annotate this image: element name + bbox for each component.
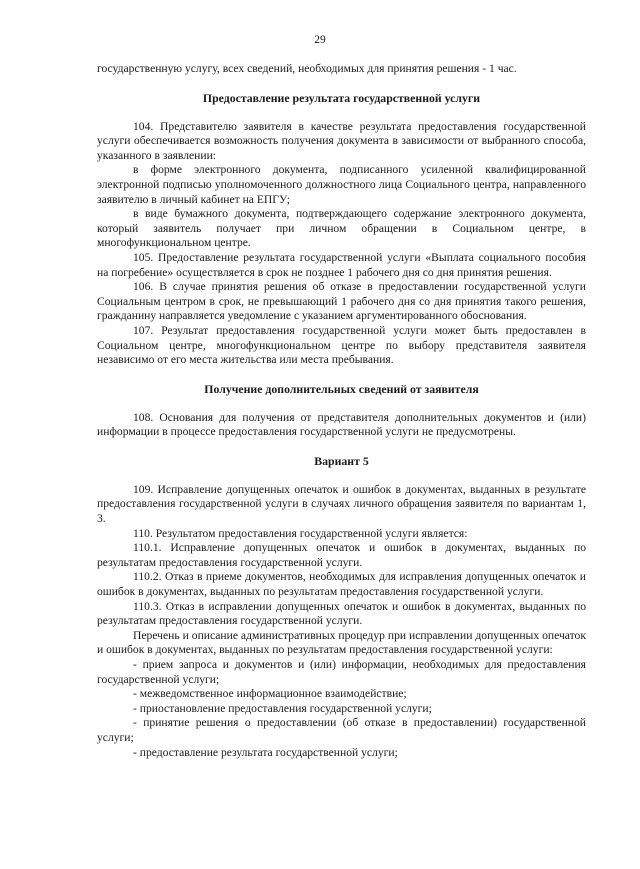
paragraph-104: 104. Представителю заявителя в качестве результата предоставления государственной услуги обеспечивается возможность получения документа в зависимости от выбранного способа, указанного в заявлении: — [97, 119, 586, 162]
intro-line: государственную услугу, всех сведений, необходимых для принятия решения - 1 час. — [97, 62, 517, 75]
page-content — [97, 62, 586, 760]
paragraph-106: 106. В случае принятия решения об отказе в предоставлении государственной услуги Социальным центром в срок, не превышающий 1 рабочего дня со дня принятия такого решения, гражданину направляется уведомление с указанием аргументированного обоснования. — [97, 280, 586, 323]
section-result — [97, 120, 586, 368]
list-item-interagency: - межведомственное информационное взаимодействие; — [133, 687, 407, 701]
paragraph-107: 107. Результат предоставления государственной услуги может быть предоставлен в Социальном центре, многофункциональном центре по выбору представителя заявителя независимо от его места жительства или места пребывания. — [97, 323, 586, 367]
paragraph-104-paper: в виде бумажного документа, подтверждающего содержание электронного документа, который заявитель получает при личном обращении в Социальном центре, в многофункциональном центре. — [97, 207, 586, 250]
paragraph-105: 105. Предоставление результата государственной услуги «Выплата социального пособия на погребение» осуществляется в срок не позднее 1 рабочего дня со дня принятия решения. — [97, 250, 586, 279]
list-item-decision: - принятие решения о предоставлении (об отказе в предоставлении) государственной услуги; — [97, 716, 586, 744]
paragraph-110: 110. Результатом предоставления государственной услуги является: — [133, 526, 468, 540]
list-item-result: - предоставление результата государственной услуги; — [133, 745, 398, 759]
paragraph-110-1: 110.1. Исправление допущенных опечаток и ошибок в документах, выданных по результатам предоставления государственной услуги. — [97, 541, 586, 569]
paragraph-110-3: 110.3. Отказ в исправлении допущенных опечаток и ошибок в документах, выданных по результатам предоставления государственной услуги. — [97, 599, 586, 628]
section-heading-variant-5: Вариант 5 — [314, 453, 369, 468]
paragraph-110-2: 110.2. Отказ в приеме документов, необходимых для исправления допущенных опечаток и ошибок в документах, выданных по результатам предоставления государственной услуги. — [97, 570, 586, 599]
paragraph-104-electronic: в форме электронного документа, подписанного усиленной квалифицированной электронной подписью уполномоченного должностного лица Социального центра, направленного заявителю в личный кабинет на ЕПГУ; — [97, 163, 586, 206]
section-heading-result: Предоставление результата государственной услуги — [202, 90, 481, 105]
section-variant-5 — [97, 483, 586, 760]
paragraph-procedures-list: Перечень и описание административных процедур при исправлении допущенных опечаток и ошибок в документах, выданных по результатам предоставления государственной услуги: — [97, 628, 586, 657]
paragraph-108: 108. Основания для получения от представителя дополнительных документов и (или) информации в процессе предоставления государственной услуги не предусмотрены. — [97, 410, 586, 439]
list-item-suspension: - приостановление предоставления государственной услуги; — [133, 701, 432, 715]
section-additional-info — [97, 411, 586, 440]
section-heading-additional-info: Получение дополнительных сведений от заявителя — [204, 381, 479, 396]
paragraph-109: 109. Исправление допущенных опечаток и ошибок в документах, выданных в результате предоставления государственной услуги в случаях личного обращения заявителя по вариантам 1, 3. — [97, 482, 586, 526]
list-item-request: - прием запроса и документов и (или) информации, необходимых для предоставления государственной услуги; — [97, 658, 586, 686]
page-number: 29 — [314, 34, 326, 46]
